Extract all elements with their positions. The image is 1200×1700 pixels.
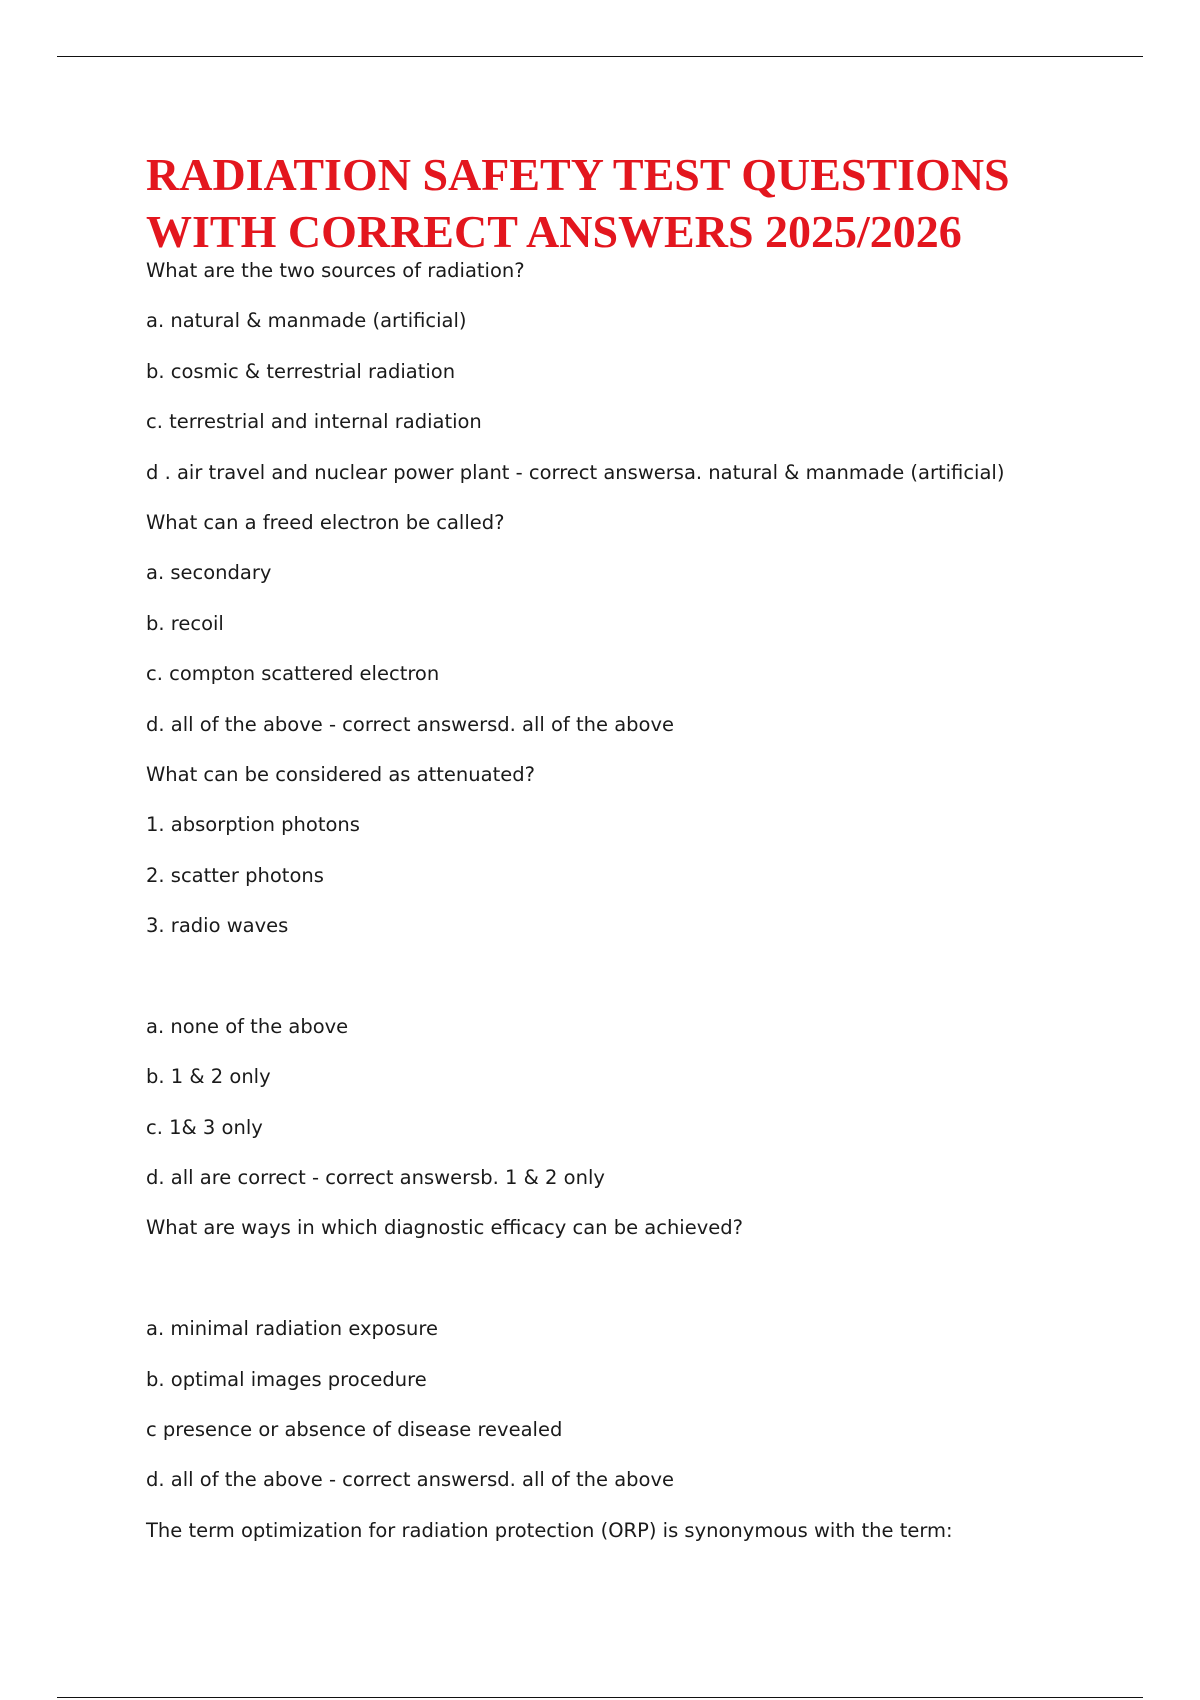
question-text: What are the two sources of radiation? [146, 259, 525, 282]
answer-option: b. cosmic & terrestrial radiation [146, 359, 456, 383]
top-rule [57, 56, 1143, 57]
answer-option-with-correct-answer: d. all of the above - correct answersd. all of the above [146, 1468, 674, 1492]
answer-option: c. terrestrial and internal radiation [146, 410, 482, 434]
answer-option: c. compton scattered electron [146, 662, 440, 686]
bottom-rule [57, 1697, 1143, 1698]
answer-option-with-correct-answer: d. all of the above - correct answersd. all of the above [146, 712, 674, 736]
question-text: What are ways in which diagnostic efficacy can be achieved? [146, 1216, 743, 1240]
document-title [146, 146, 1126, 260]
question-list [146, 258, 1126, 1568]
answer-option: c. 1& 3 only [146, 1115, 263, 1139]
title-line-1: RADIATION SAFETY TEST QUESTIONS [146, 149, 1010, 200]
page-content [146, 146, 1126, 1568]
answer-option-with-correct-answer: d. all are correct - correct answersb. 1 & 2 only [146, 1166, 605, 1190]
numbered-item: 2. scatter photons [146, 863, 324, 887]
numbered-item: 1. absorption photons [146, 813, 360, 837]
answer-option: a. minimal radiation exposure [146, 1317, 438, 1341]
blank-line [146, 1266, 1126, 1316]
answer-option-with-correct-answer: d . air travel and nuclear power plant - correct answersa. natural & manmade (artificial) [146, 460, 1005, 484]
question-text: The term optimization for radiation protection (ORP) is synonymous with the term: [146, 1518, 953, 1542]
answer-option: a. none of the above [146, 1014, 349, 1038]
answer-option: b. recoil [146, 611, 224, 635]
answer-option: a. natural & manmade (artificial) [146, 309, 467, 333]
answer-option: c presence or absence of disease revealed [146, 1417, 563, 1441]
question-text: What can a freed electron be called? [146, 510, 505, 534]
blank-line [146, 963, 1126, 1013]
question-text: What can be considered as attenuated? [146, 762, 535, 786]
answer-option: a. secondary [146, 561, 272, 585]
title-line-2: WITH CORRECT ANSWERS 2025/2026 [146, 206, 962, 257]
numbered-item: 3. radio waves [146, 914, 289, 938]
answer-option: b. optimal images procedure [146, 1367, 427, 1391]
answer-option: b. 1 & 2 only [146, 1065, 271, 1089]
